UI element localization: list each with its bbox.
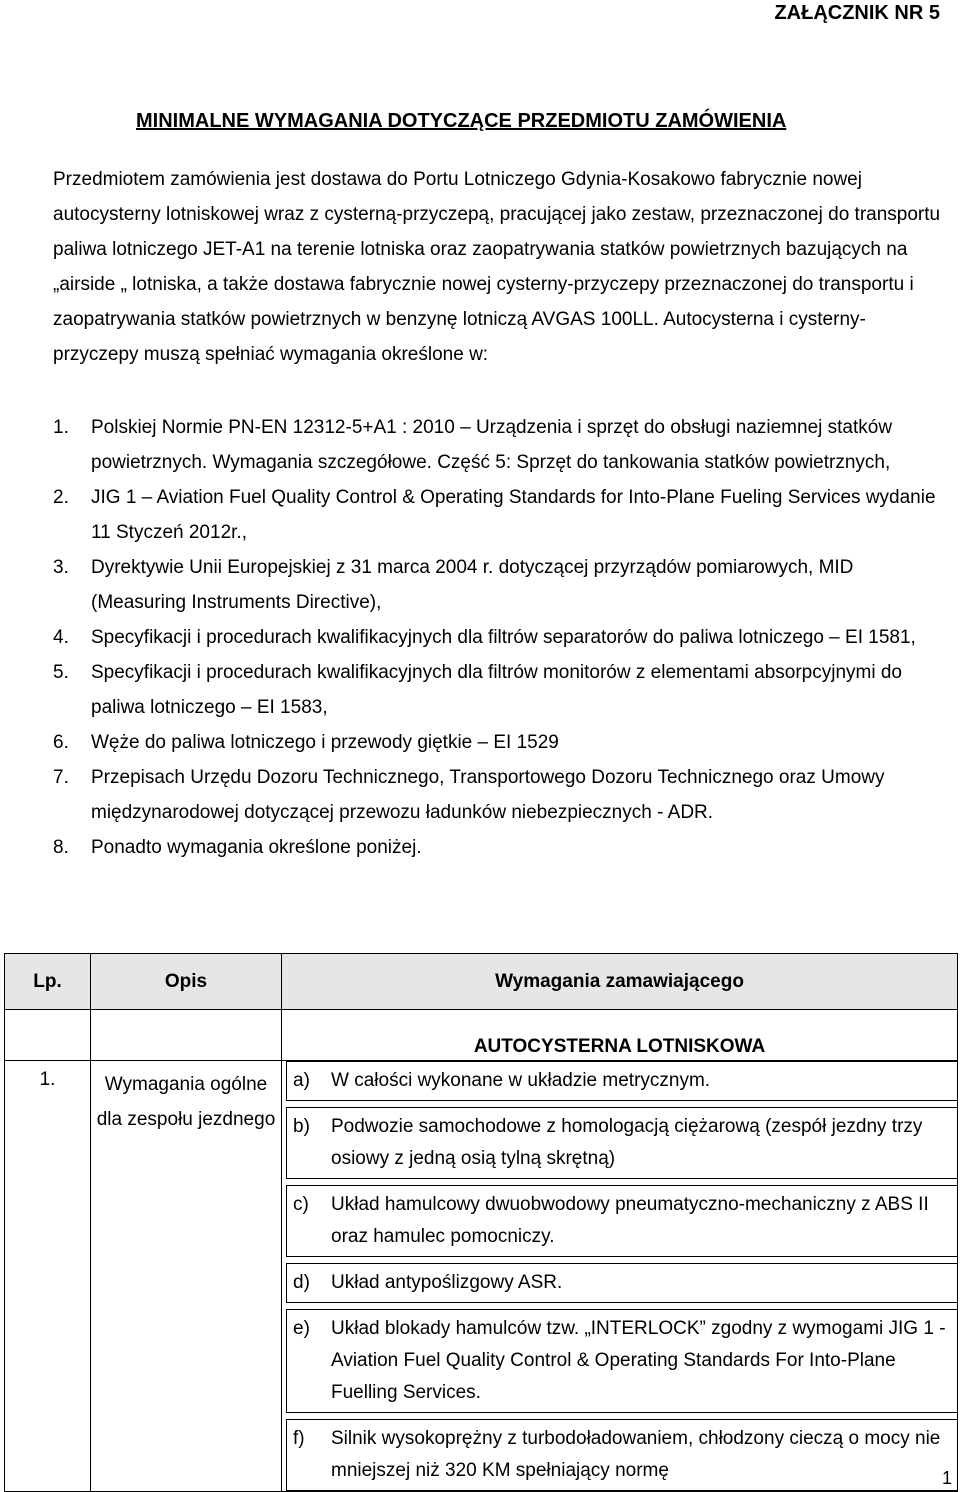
list-item [53,655,948,725]
table-header-row [5,954,958,1010]
list-item [286,1263,957,1303]
document-title: MINIMALNE WYMAGANIA DOTYCZĄCE PRZEDMIOTU ZAMÓWIENIA [136,110,787,132]
row-requirements [282,1061,958,1492]
item-text: Polskiej Normie PN-EN 12312-5+A1 : 2010 – Urządzenia i sprzęt do obsługi naziemnej statków powietrznych. Wymagania szczegółowe. Część 5: Sprzęt do tankowania statków powietrznych, [91,417,893,473]
item-text: Silnik wysokoprężny z turbodoładowaniem, chłodzony cieczą o mocy nie mniejszej niż 320 KM spełniający normę [331,1428,941,1481]
item-text: Specyfikacji i procedurach kwalifikacyjnych dla filtrów monitorów z elementami absorpcyjnymi do paliwa lotniczego – EI 1583, [91,662,902,718]
item-text: Układ hamulcowy dwuobwodowy pneumatyczno-mechaniczny z ABS II oraz hamulec pomocniczy. [331,1194,929,1247]
item-text: Podwozie samochodowe z homologacją ciężarową (zespół jezdny trzy osiowy z jedną osią tylną skrętną) [331,1116,923,1169]
item-text: Specyfikacji i procedurach kwalifikacyjnych dla filtrów separatorów do paliwa lotniczego – EI 1581, [91,627,916,648]
list-item [53,550,948,620]
item-text: W całości wykonane w układzie metrycznym. [331,1070,711,1091]
list-item [53,760,948,830]
item-number: 3. [53,557,69,578]
item-number: 6. [53,732,69,753]
item-number: 8. [53,837,69,858]
item-text: Węże do paliwa lotniczego i przewody giętkie – EI 1529 [91,732,559,753]
list-item [286,1185,957,1257]
section-spacer [91,1010,282,1061]
requirements-table [4,953,958,1492]
column-header-wymagania: Wymagania zamawiającego [282,954,958,1010]
list-item [286,1061,957,1101]
section-header-row [5,1010,958,1061]
item-number: 1. [53,417,69,438]
item-text: Układ blokady hamulców tzw. „INTERLOCK” zgodny z wymogami JIG 1 - Aviation Fuel Quality Control & Operating Standards For Into-Plane Fuelling Services. [331,1318,946,1403]
item-text: Ponadto wymagania określone poniżej. [91,837,422,858]
list-item [53,480,948,550]
requirements-list [53,410,948,865]
requirement-items [282,1061,957,1491]
item-number: 4. [53,627,69,648]
item-letter: e) [293,1318,310,1339]
attachment-label: ZAŁĄCZNIK NR 5 [774,2,940,24]
item-number: 2. [53,487,69,508]
intro-paragraph: Przedmiotem zamówienia jest dostawa do Portu Lotniczego Gdynia-Kosakowo fabrycznie nowej autocysterny lotniskowej wraz z cysterną-przyczepą, pracującej jako zestaw, przeznaczonej do transportu paliwa lotniczego JET-A1 na terenie lotniska oraz zaopatrywania statków powietrznych bazujących na „airside „ lotniska, a także dostawa fabrycznie nowej cysterny-przyczepy przeznaczonej do transportu i zaopatrywania statków powietrznych w benzynę lotniczą AVGAS 100LL. Autocysterna i cysterny-przyczepy muszą spełniać wymagania określone w: [53,169,941,365]
item-letter: b) [293,1116,310,1137]
list-item [286,1309,957,1413]
list-item [53,830,948,865]
item-letter: a) [293,1070,310,1091]
item-number: 5. [53,662,69,683]
list-item [53,620,948,655]
list-item [286,1419,957,1491]
page-number: 1 [941,1468,952,1488]
item-text: Układ antypoślizgowy ASR. [331,1272,563,1293]
section-title: AUTOCYSTERNA LOTNISKOWA [282,1010,958,1061]
column-header-opis: Opis [91,954,282,1010]
item-text: Dyrektywie Unii Europejskiej z 31 marca 2004 r. dotyczącej przyrządów pomiarowych, MID (Measuring Instruments Directive), [91,557,854,613]
item-text: Przepisach Urzędu Dozoru Technicznego, Transportowego Dozoru Technicznego oraz Umowy międzynarodowej dotyczącej przewozu ładunków niebezpiecznych - ADR. [91,767,885,823]
list-item [53,410,948,480]
list-item [286,1107,957,1179]
item-number: 7. [53,767,69,788]
item-letter: d) [293,1272,310,1293]
row-description: Wymagania ogólne dla zespołu jezdnego [91,1061,282,1492]
item-letter: f) [293,1428,305,1449]
column-header-lp: Lp. [5,954,91,1010]
list-item [53,725,948,760]
section-spacer [5,1010,91,1061]
table-row [5,1061,958,1492]
row-number: 1. [5,1061,91,1492]
item-letter: c) [293,1194,309,1215]
item-text: JIG 1 – Aviation Fuel Quality Control & Operating Standards for Into-Plane Fueling Services wydanie 11 Styczeń 2012r., [91,487,936,543]
